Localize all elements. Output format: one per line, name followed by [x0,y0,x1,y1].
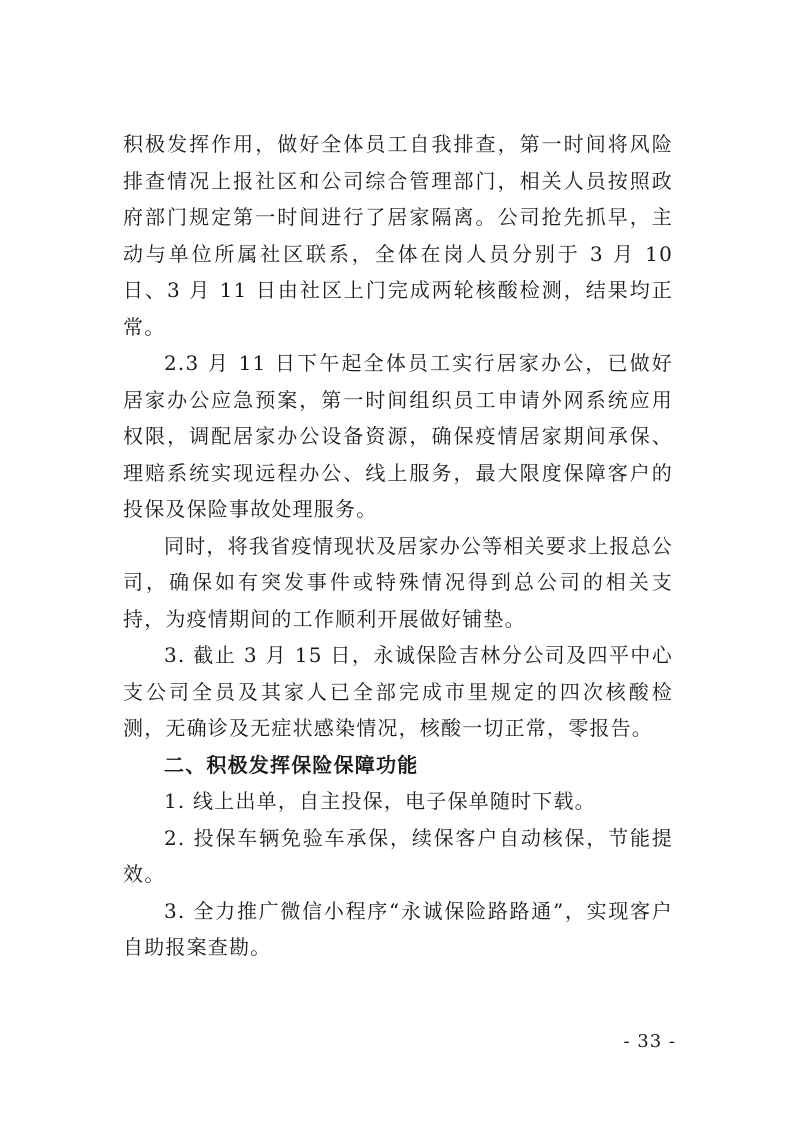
page-number: - 33 - [623,1031,676,1052]
list-item-mini-program: 3. 全力推广微信小程序“永诚保险路路通”，实现客户自助报案查勘。 [123,898,673,959]
list-item-vehicle-inspection: 2. 投保车辆免验车承保，续保客户自动核保，节能提效。 [123,825,673,886]
paragraph-remote-work: 2.3 月 11 日下午起全体员工实行居家办公，已做好居家办公应急预案，第一时间组织员工申请外网系统应用权限，调配居家办公设备资源，确保疫情居家期间承保、理赔系统实现远程办公、线上服务，最大限度保障客户的投保及保险事故处理服务。 [123,351,673,521]
section-heading: 二、积极发挥保险保障功能 [164,752,419,777]
list-item-online-policy: 1. 线上出单，自主投保，电子保单随时下载。 [164,789,596,813]
paragraph-nucleic-testing: 3. 截止 3 月 15 日，永诚保险吉林分公司及四平中心支公司全员及其家人已全部完成市里规定的四次核酸检测，无确诊及无症状感染情况，核酸一切正常，零报告。 [123,643,673,740]
paragraph-report-headquarters: 同时，将我省疫情现状及居家办公等相关要求上报总公司，确保如有突发事件或特殊情况得到总公司的相关支持，为疫情期间的工作顺利开展做好铺垫。 [123,533,673,631]
document-body [123,126,673,966]
paragraph-continuation: 积极发挥作用，做好全体员工自我排查，第一时间将风险排查情况上报社区和公司综合管理部门，相关人员按照政府部门规定第一时间进行了居家隔离。公司抢先抓早，主动与单位所属社区联系，全体在岗人员分别于 3 月 10 日、3 月 11 日由社区上门完成两轮核酸检测，结果均正常。 [123,132,673,339]
